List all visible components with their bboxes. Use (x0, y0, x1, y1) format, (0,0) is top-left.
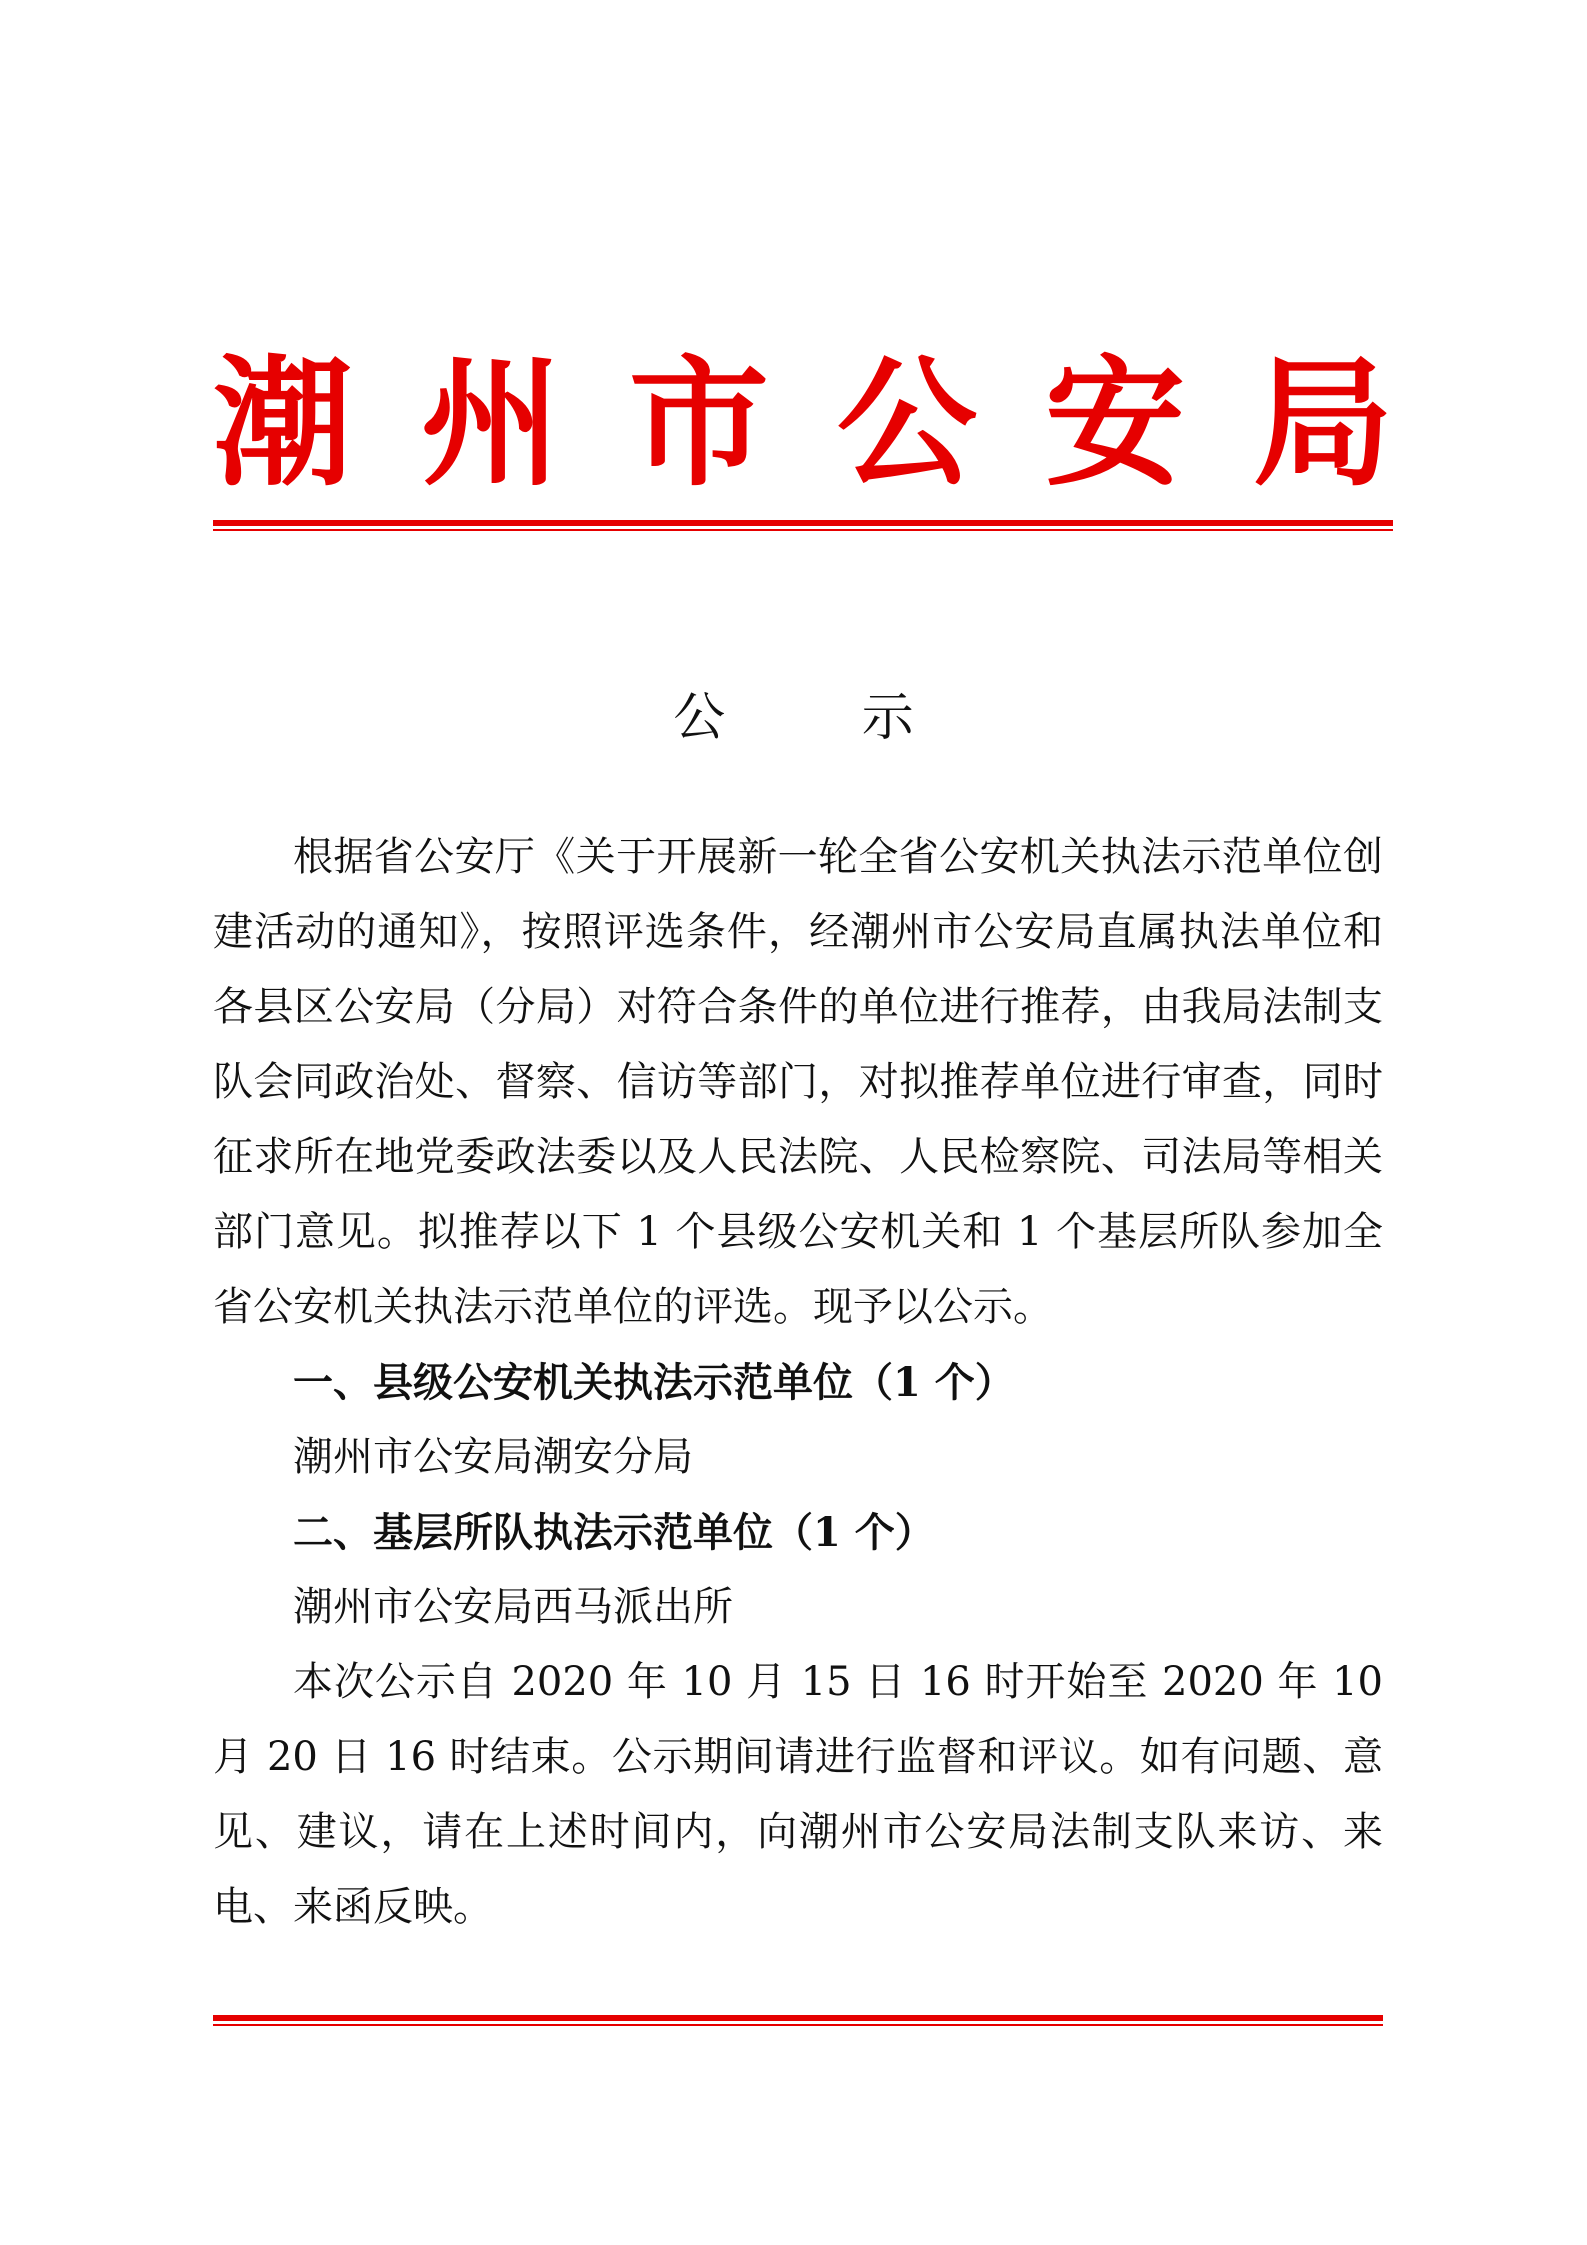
section-heading-county: 一、县级公安机关执法示范单位（1 个） (293, 1359, 1015, 1406)
document-title: 公 示 (673, 688, 974, 748)
masthead-char: 安 (1044, 343, 1185, 506)
document-body (213, 820, 1383, 1945)
masthead-char: 潮 (213, 343, 354, 506)
masthead-char: 公 (836, 343, 977, 506)
footer-divider (213, 2015, 1383, 2026)
closing-paragraph: 本次公示自 2020 年 10 月 15 日 16 时开始至 2020 年 10 月 20 日 16 时结束。公示期间请进行监督和评议。如有问题、意见、建议，请在上述时间内，向潮州市公安局法制支队来访、来电、来函反映。 (213, 1659, 1383, 1930)
masthead-divider (213, 520, 1393, 531)
masthead-char: 局 (1252, 343, 1393, 506)
section-item-county: 潮州市公安局潮安分局 (293, 1434, 693, 1480)
section-heading-grassroots: 二、基层所队执法示范单位（1 个） (293, 1509, 935, 1556)
masthead-char: 州 (420, 343, 561, 506)
divider-thin-line (213, 529, 1393, 531)
masthead-char: 市 (628, 343, 769, 506)
section-item-grassroots: 潮州市公安局西马派出所 (293, 1584, 733, 1630)
footer-divider-thick-line (213, 2015, 1383, 2021)
masthead-title (213, 340, 1393, 510)
divider-thick-line (213, 520, 1393, 526)
intro-paragraph: 根据省公安厅《关于开展新一轮全省公安机关执法示范单位创建活动的通知》，按照评选条件，经潮州市公安局直属执法单位和各县区公安局（分局）对符合条件的单位进行推荐，由我局法制支队会同政治处、督察、信访等部门，对拟推荐单位进行审查，同时征求所在地党委政法委以及人民法院、人民检察院、司法局等相关部门意见。拟推荐以下 1 个县级公安机关和 1 个基层所队参加全省公安机关执法示范单位的评选。现予以公示。 (213, 834, 1383, 1330)
footer-divider-thin-line (213, 2024, 1383, 2026)
